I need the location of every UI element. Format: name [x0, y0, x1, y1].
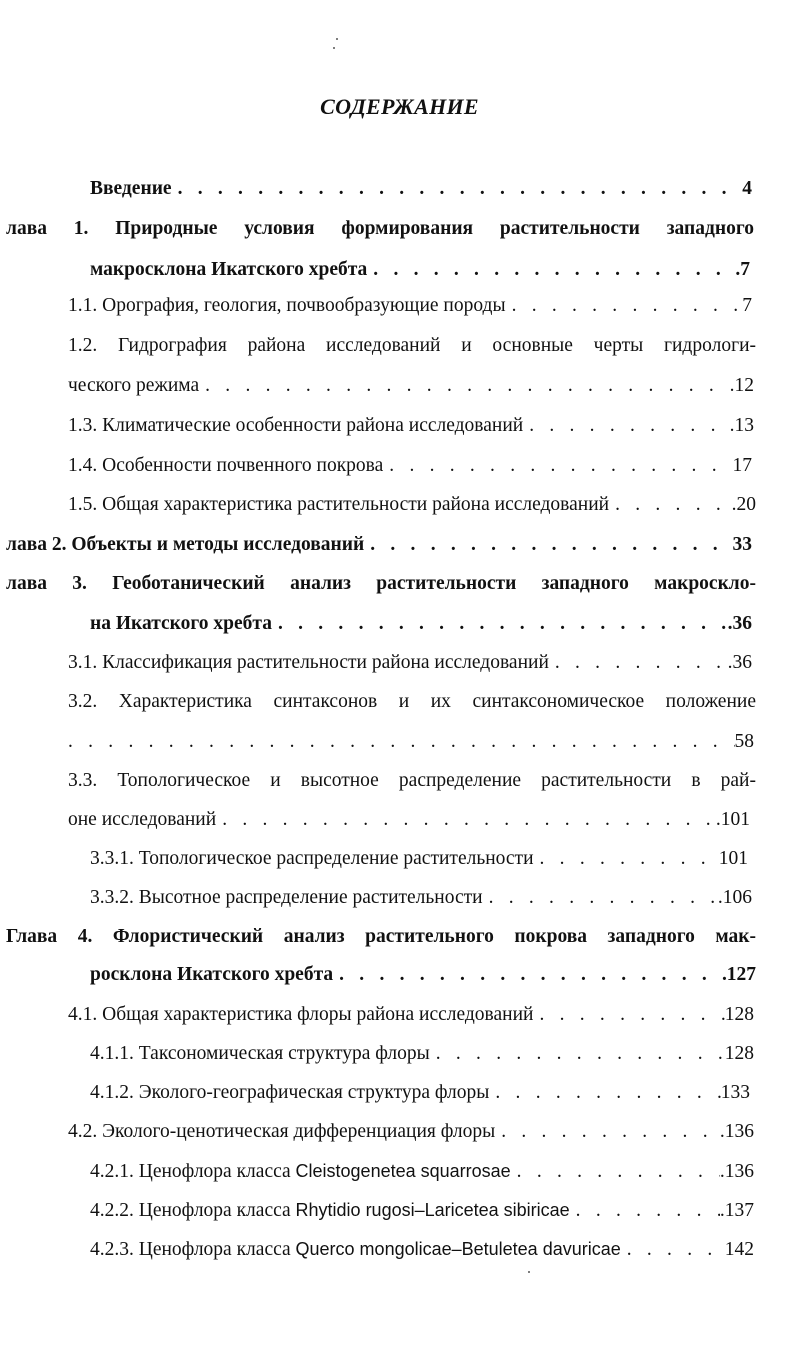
toc-section-1-1: [68, 292, 752, 320]
toc-page-number: .36: [727, 652, 752, 673]
dot-leader: [272, 610, 728, 638]
toc-entry-title: 3.3.2. Высотное распределение растительности: [90, 887, 483, 908]
toc-entry-prefix: 4.2.1. Ценофлора класса: [90, 1161, 296, 1182]
toc-subsection-4-2-2: [90, 1196, 754, 1224]
dot-leader: [489, 1079, 720, 1107]
dot-leader: [570, 1197, 720, 1224]
toc-entry-intro: [90, 175, 752, 203]
toc-entry-title: 1.4. Особенности почвенного покрова: [68, 455, 384, 476]
scan-speck: [336, 38, 338, 40]
toc-entry-title: лава 2. Объекты и методы исследований: [6, 534, 365, 555]
toc-entry-title: 1.1. Орография, геология, почвообразующие породы: [68, 295, 506, 316]
toc-entry-prefix: 4.2.2. Ценофлора класса: [90, 1200, 296, 1221]
scan-speck: [528, 1271, 530, 1273]
dot-leader: [172, 175, 743, 203]
latin-taxon-name: Querco mongolicae–Betuletea davuricae: [295, 1239, 621, 1259]
toc-page-number: 17: [732, 455, 752, 476]
toc-chapter-4-line2: [90, 961, 756, 989]
toc-page-number: 58: [734, 731, 754, 752]
toc-page-number: .13: [729, 415, 754, 436]
dot-leader: [364, 531, 732, 559]
toc-page-number: 101: [718, 848, 748, 869]
toc-page-number: 128: [724, 1043, 754, 1064]
dot-leader: [199, 372, 729, 400]
toc-entry-title: макросклона Икатского хребта: [90, 259, 368, 280]
toc-entry-title: Введение: [90, 178, 172, 199]
toc-section-3-2-line2: [68, 728, 754, 756]
toc-section-1-3: [68, 412, 754, 440]
toc-entry-title: 1.3. Климатические особенности района исследований: [68, 415, 524, 436]
toc-page-number: .12: [729, 375, 754, 396]
toc-entry-title: 4.1. Общая характеристика флоры района исследований: [68, 1004, 534, 1025]
dot-leader: [68, 728, 735, 756]
toc-page-number: .136: [719, 1161, 754, 1182]
dot-leader: [333, 961, 727, 989]
toc-page-number: .101: [715, 809, 750, 830]
dot-leader: [495, 1118, 720, 1146]
toc-section-1-5: [68, 491, 756, 519]
toc-page-number: 142: [724, 1239, 754, 1260]
toc-chapter-3-line1: лава 3. Геоботанический анализ растительности западного макроскло-: [6, 573, 756, 594]
toc-page-number: .137: [719, 1200, 754, 1221]
toc-entry-title: на Икатского хребта: [90, 613, 272, 634]
toc-section-1-4: [68, 452, 752, 480]
toc-entry-title: 4.1.2. Эколого-географическая структура флоры: [90, 1082, 490, 1103]
toc-page-number: .20: [731, 494, 756, 515]
toc-subsection-4-1-2: [90, 1079, 750, 1107]
toc-entry-prefix: 4.2.3. Ценофлора класса: [90, 1239, 296, 1260]
toc-section-1-2-line1: 1.2. Гидрография района исследований и основные черты гидрологи-: [68, 335, 756, 356]
toc-subsection-4-1-1: [90, 1040, 754, 1068]
toc-page-number: 133: [720, 1082, 750, 1103]
toc-section-3-3-line1: 3.3. Топологическое и высотное распределение растительности в рай-: [68, 770, 756, 791]
dot-leader: [511, 1158, 720, 1185]
dot-leader: [549, 649, 728, 677]
toc-entry-title: 3.1. Классификация растительности района исследований: [68, 652, 549, 673]
toc-subsection-3-3-2: [90, 884, 752, 912]
toc-entry-title: [90, 1235, 621, 1263]
toc-subsection-4-2-1: [90, 1157, 754, 1185]
toc-section-4-2: [68, 1118, 754, 1146]
toc-chapter-1-line2: [90, 256, 750, 284]
toc-entry-title: 3.3.1. Топологическое распределение растительности: [90, 848, 534, 869]
toc-entry-title: 4.2. Эколого-ценотическая дифференциация флоры: [68, 1121, 496, 1142]
toc-entry-title: [90, 1196, 570, 1224]
scan-speck: [333, 47, 335, 49]
dot-leader: [216, 806, 716, 834]
toc-page-number: .106: [717, 887, 752, 908]
toc-section-3-2-line1: 3.2. Характеристика синтаксонов и их синтаксономическое положение: [68, 691, 756, 712]
dot-leader: [483, 884, 718, 912]
toc-entry-title: росклона Икатского хребта: [90, 964, 334, 985]
toc-section-1-2-line2: [68, 372, 754, 400]
toc-section-3-1: [68, 649, 752, 677]
dot-leader: [523, 412, 729, 440]
toc-subsection-3-3-1: [90, 845, 748, 873]
toc-chapter-4-line1: Глава 4. Флористический анализ растительного покрова западного мак-: [6, 926, 756, 947]
toc-subsection-4-2-3: [90, 1235, 754, 1263]
toc-page-number: 128: [724, 1004, 754, 1025]
toc-page-number: 7: [742, 295, 752, 316]
toc-page-number: 127: [726, 964, 756, 985]
toc-page-number: 4: [742, 178, 752, 199]
toc-page-number: .136: [719, 1121, 754, 1142]
toc-section-4-1: [68, 1001, 754, 1029]
toc-entry-title: оне исследований: [68, 809, 217, 830]
dot-leader: [534, 845, 719, 873]
toc-page-number: .7: [735, 259, 750, 280]
toc-entry-title: 1.5. Общая характеристика растительности района исследований: [68, 494, 610, 515]
dot-leader: [506, 292, 743, 320]
latin-taxon-name: Cleistogenetea squarrosae: [295, 1161, 511, 1181]
toc-entry-title: [90, 1157, 511, 1185]
toc-entry-title: 4.1.1. Таксономическая структура флоры: [90, 1043, 430, 1064]
dot-leader: [367, 256, 735, 284]
toc-entry-title: ческого режима: [68, 375, 200, 396]
toc-page-number: 33: [732, 534, 752, 555]
dot-leader: [383, 452, 732, 480]
latin-taxon-name: Rhytidio rugosi–Laricetea sibiricae: [295, 1200, 570, 1220]
toc-chapter-2: [6, 531, 752, 559]
dot-leader: [430, 1040, 725, 1068]
toc-chapter-3-line2: [90, 610, 752, 638]
dot-leader: [621, 1236, 725, 1263]
dot-leader: [533, 1001, 724, 1029]
toc-section-3-3-line2: [68, 806, 750, 834]
toc-page-number: .36: [727, 613, 752, 634]
dot-leader: [609, 491, 732, 519]
page-title: СОДЕРЖАНИЕ: [320, 94, 479, 119]
toc-chapter-1-line1: лава 1. Природные условия формирования растительности западного: [6, 218, 754, 239]
